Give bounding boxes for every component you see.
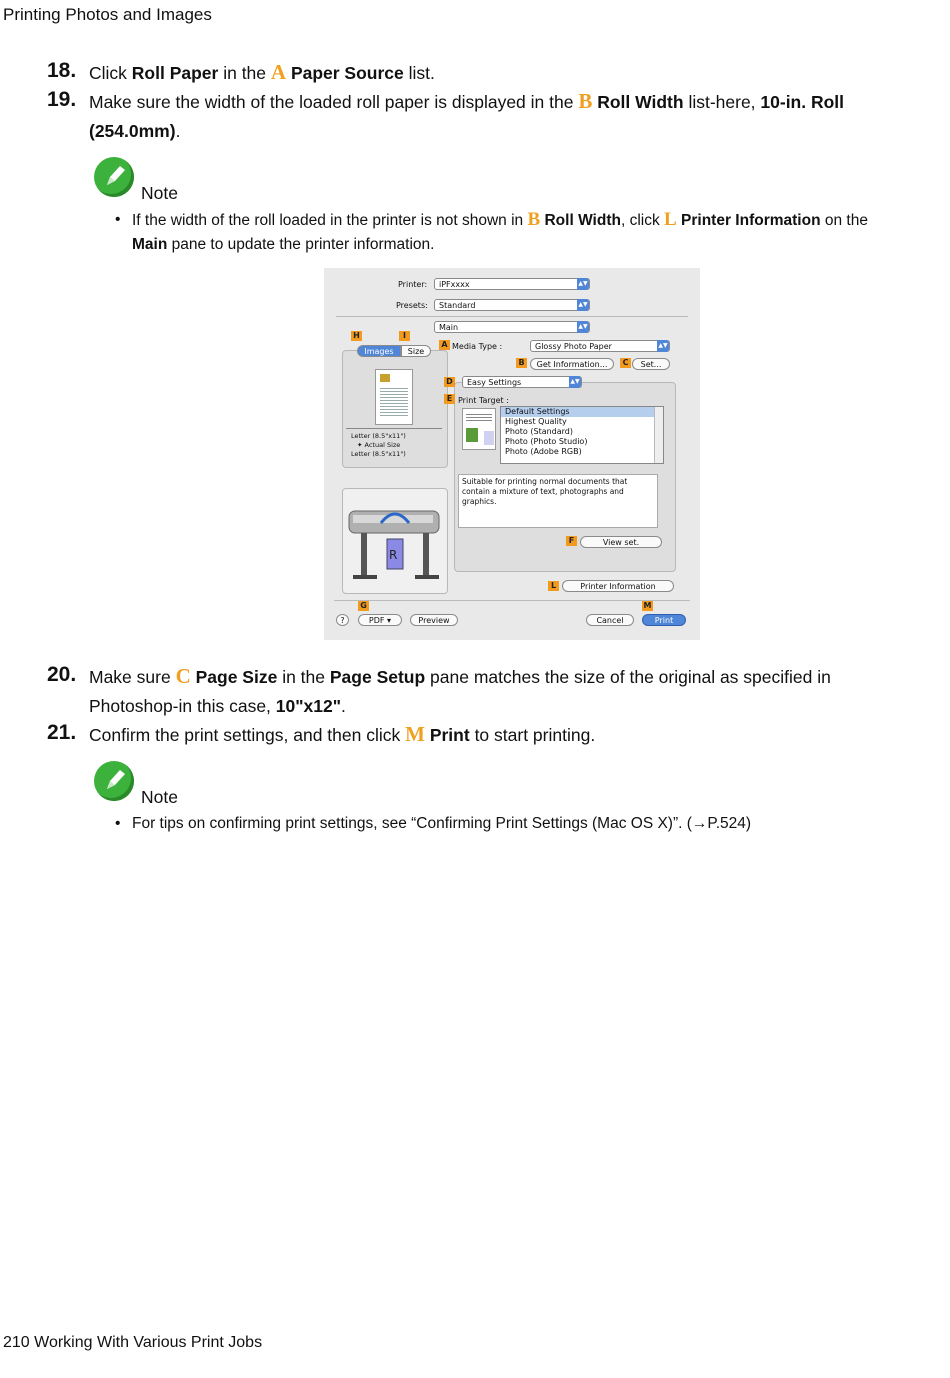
step-text: Make sure the width of the loaded roll paper is displayed in the — [89, 92, 579, 112]
callout-tag-l: L — [548, 581, 559, 591]
bullet-dot: • — [115, 815, 121, 832]
callout-letter: C — [175, 664, 191, 688]
print-target-label: Print Target : — [458, 396, 509, 405]
callout-tag-m: M — [643, 601, 652, 610]
page-header: Printing Photos and Images — [3, 5, 212, 24]
callout-tag-h: H — [351, 331, 362, 341]
svg-text:R: R — [389, 548, 398, 562]
pane-value: Main — [439, 323, 459, 332]
note-pencil-icon — [94, 157, 134, 197]
note-label: Note — [141, 787, 178, 807]
note-text: If the width of the roll loaded in the printer is not shown in — [132, 212, 528, 229]
preview-button[interactable]: Preview — [410, 614, 458, 626]
select-arrow-icon: ▲▼ — [577, 321, 589, 333]
help-button[interactable]: ? — [336, 614, 349, 626]
print-target-list[interactable] — [500, 406, 664, 464]
select-arrow-icon: ▲▼ — [569, 376, 581, 388]
note-text: pane to update the printer information. — [167, 236, 435, 253]
note-text: , click — [620, 212, 665, 229]
pdf-button[interactable]: PDF ▾ — [358, 614, 402, 626]
tab-size[interactable]: Size — [401, 345, 431, 357]
cancel-button[interactable]: Cancel — [586, 614, 634, 626]
print-button[interactable]: Print — [642, 614, 686, 626]
callout-tag-f: F — [566, 536, 577, 546]
callout-letter: B — [527, 209, 541, 230]
presets-label: Presets: — [396, 301, 428, 310]
print-target-thumbnail-icon — [462, 408, 496, 450]
callout-letter: B — [578, 89, 593, 113]
set-button[interactable]: Set... — [632, 358, 670, 370]
select-arrow-icon: ▲▼ — [657, 340, 669, 352]
step-number: 18. — [47, 59, 77, 82]
tab-images[interactable]: Images — [357, 345, 401, 357]
step-19 — [47, 87, 907, 146]
step-text: list. — [403, 63, 435, 83]
divider — [334, 600, 690, 601]
note-bold: Roll Width — [544, 212, 621, 229]
note-bold: Printer Information — [681, 212, 821, 229]
callout-letter: L — [664, 209, 677, 230]
callout-tag-e: E — [444, 394, 455, 404]
printer-value: iPFxxxx — [439, 280, 470, 289]
step-bold: Roll Paper — [131, 63, 219, 83]
step-bold: Page Setup — [329, 667, 426, 687]
step-text: to start printing. — [469, 725, 596, 745]
step-bold: 10"x12" — [275, 696, 342, 716]
page-preview-thumbnail — [375, 369, 413, 425]
step-text: Click — [89, 63, 132, 83]
list-item[interactable]: Photo (Adobe RGB) — [505, 447, 582, 456]
print-dialog — [324, 268, 700, 640]
step-bold: Paper Source — [290, 63, 404, 83]
callout-tag-i: I — [399, 331, 410, 341]
step-number: 21. — [47, 721, 77, 744]
printer-illustration-icon — [343, 489, 447, 593]
step-number: 19. — [47, 88, 77, 111]
step-18 — [47, 58, 907, 88]
list-item[interactable]: Highest Quality — [505, 417, 567, 426]
printer-information-button[interactable]: Printer Information — [562, 580, 674, 592]
callout-tag-b: B — [516, 358, 527, 368]
media-type-value: Glossy Photo Paper — [535, 342, 612, 351]
callout-tag-c: C — [620, 358, 631, 368]
step-text: in the — [218, 63, 271, 83]
callout-tag-d: D — [444, 377, 455, 387]
note-text: on the — [820, 212, 868, 229]
step-text: . — [341, 696, 346, 716]
select-arrow-icon: ▲▼ — [577, 299, 589, 311]
page-footer: 210 Working With Various Print Jobs — [3, 1334, 263, 1351]
printer-select[interactable] — [434, 278, 590, 290]
printer-image-panel — [342, 488, 448, 594]
note-label: Note — [141, 183, 178, 203]
get-information-button[interactable]: Get Information... — [530, 358, 614, 370]
view-set-button[interactable]: View set. — [580, 536, 662, 548]
step-text: pane matches the size of the original as specified in Photoshop-in this case, — [89, 667, 831, 716]
presets-value: Standard — [439, 301, 476, 310]
pane-select[interactable] — [434, 321, 590, 333]
list-item[interactable]: Photo (Standard) — [505, 427, 573, 436]
list-scrollbar[interactable] — [654, 407, 663, 463]
step-text: . — [175, 121, 181, 141]
step-text: Make sure — [89, 667, 176, 687]
media-type-label: Media Type : — [452, 342, 503, 351]
step-21 — [47, 720, 907, 750]
note-bullet — [115, 208, 905, 257]
description-box: Suitable for printing normal documents that contain a mixture of text, photographs and graphics. — [458, 474, 658, 528]
step-text: list-here, — [683, 92, 761, 112]
step-bold: 10-in. Roll (254.0mm) — [89, 92, 845, 141]
divider — [346, 428, 442, 429]
easy-settings-value: Easy Settings — [467, 378, 522, 387]
note-bold: Main — [132, 236, 168, 253]
note-pencil-icon — [94, 761, 134, 801]
bullet-dot: • — [115, 211, 121, 228]
step-bold: Print — [429, 725, 470, 745]
list-item-selected[interactable]: Default Settings — [501, 407, 663, 417]
presets-select[interactable] — [434, 299, 590, 311]
step-text: Confirm the print settings, and then click — [89, 725, 406, 745]
callout-letter: M — [405, 722, 425, 746]
media-type-select[interactable] — [530, 340, 670, 352]
note-text: For tips on confirming print settings, see “Confirming Print Settings (Mac OS X)”. (→P.524) — [132, 815, 752, 832]
callout-tag-a: A — [439, 340, 450, 350]
step-number: 20. — [47, 663, 77, 686]
easy-settings-select[interactable] — [462, 376, 582, 388]
select-arrow-icon: ▲▼ — [577, 278, 589, 290]
divider — [336, 316, 688, 317]
size-line-1: Letter (8.5"x11") — [351, 432, 406, 440]
printer-label: Printer: — [398, 280, 428, 289]
step-bold: Roll Width — [597, 92, 684, 112]
size-line-2-text: Actual Size — [364, 441, 401, 449]
note-bullet — [115, 812, 905, 836]
step-text: in the — [277, 667, 330, 687]
callout-tag-g: G — [358, 601, 369, 611]
step-bold: Page Size — [195, 667, 278, 687]
size-line-3: Letter (8.5"x11") — [351, 450, 406, 458]
size-line-2: ✦ Actual Size — [357, 441, 401, 449]
step-20 — [47, 662, 907, 721]
callout-letter: A — [270, 60, 287, 84]
list-item[interactable]: Photo (Photo Studio) — [505, 437, 588, 446]
